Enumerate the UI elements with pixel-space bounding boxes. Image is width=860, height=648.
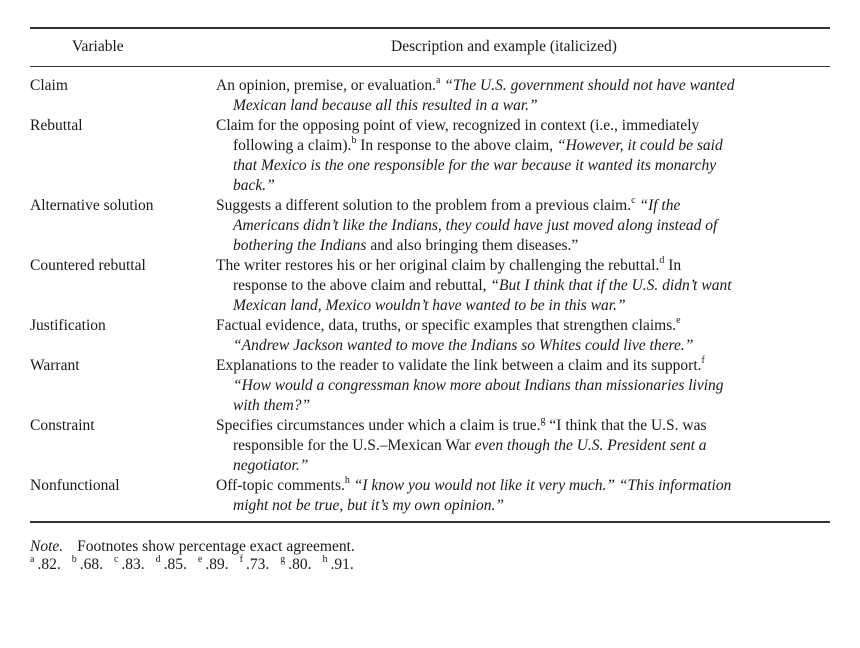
- footnote-marker: e: [676, 314, 681, 326]
- table-top-rule: [30, 27, 830, 29]
- example-text: bothering the Indians: [233, 237, 367, 254]
- variable-name: Nonfunctional: [30, 477, 120, 494]
- footnote-value: .82.: [37, 556, 61, 573]
- description-text: The writer restores his or her original claim by challenging the rebuttal.: [216, 257, 660, 274]
- description-line: [216, 196, 832, 216]
- example-text: “However, it could be said: [556, 137, 723, 154]
- description-line: [216, 116, 832, 136]
- footnote-mark: e: [197, 553, 203, 565]
- description-text: response to the above claim and rebuttal,: [233, 277, 491, 294]
- footnote-marker: b: [351, 134, 357, 146]
- description-text: following a claim).: [233, 137, 352, 154]
- variable-name: Countered rebuttal: [30, 257, 146, 274]
- variable-name: Rebuttal: [30, 117, 83, 134]
- footnote-item: [113, 553, 145, 573]
- footnote-list: [30, 555, 365, 575]
- table-note: [30, 537, 355, 557]
- description-text: Factual evidence, data, truths, or specific examples that strengthen claims.: [216, 317, 677, 334]
- description-line: [216, 416, 832, 436]
- footnote-value: .85.: [163, 556, 187, 573]
- example-text: “The U.S. government should not have wanted: [444, 77, 735, 94]
- table-header-rule: [30, 66, 830, 67]
- description-line: [216, 256, 832, 276]
- example-text: “How would a congressman know more about Indians than missionaries living: [233, 377, 724, 394]
- description-text: Specifies circumstances under which a claim is true.: [216, 417, 541, 434]
- footnote-item: [155, 553, 187, 573]
- footnote-mark: f: [239, 553, 243, 565]
- description-text: In: [664, 257, 682, 274]
- footnote-mark: a: [30, 553, 35, 565]
- description-line: [216, 156, 832, 176]
- description-line: [216, 276, 832, 296]
- footnote-value: .89.: [205, 556, 229, 573]
- variable-name: Claim: [30, 77, 68, 94]
- footnote-item: [30, 553, 61, 573]
- footnote-value: .83.: [121, 556, 145, 573]
- footnote-marker: a: [435, 74, 441, 86]
- footnote-value: .91.: [330, 556, 354, 573]
- description-line: [216, 96, 832, 116]
- footnote-item: [71, 553, 103, 573]
- footnote-marker: c: [631, 194, 636, 206]
- variable-name: Justification: [30, 317, 106, 334]
- description-text: Claim for the opposing point of view, recognized in context (i.e., immediately: [216, 117, 700, 134]
- footnote-mark: c: [113, 553, 119, 565]
- description-text: Suggests a different solution to the problem from a previous claim.: [216, 197, 632, 214]
- variable-name: Constraint: [30, 417, 95, 434]
- footnote-value: .80.: [288, 556, 312, 573]
- header-variable: Variable: [72, 38, 124, 55]
- footnote-item: [322, 553, 354, 573]
- example-text: negotiator.”: [233, 457, 309, 474]
- description-text: and also bringing them diseases.”: [366, 237, 579, 254]
- description-line: [216, 336, 832, 356]
- description-line: [216, 376, 832, 396]
- variable-description: [216, 356, 832, 416]
- variable-name: Warrant: [30, 357, 80, 374]
- description-line: [216, 396, 832, 416]
- table-bottom-rule: [30, 521, 830, 523]
- variable-description: [216, 256, 832, 316]
- description-line: [216, 236, 832, 256]
- example-text: “Andrew Jackson wanted to move the Indians so Whites could live there.”: [233, 337, 694, 354]
- variable-description: [216, 476, 832, 516]
- variable-description: [216, 116, 832, 196]
- description-line: [216, 136, 832, 156]
- description-text: Off-topic comments.: [216, 477, 345, 494]
- description-line: [216, 216, 832, 236]
- note-text: Footnotes show percentage exact agreement.: [77, 538, 355, 555]
- footnote-item: [197, 553, 229, 573]
- header-description: Description and example (italicized): [391, 38, 617, 55]
- footnote-marker: d: [659, 254, 665, 266]
- description-line: [216, 76, 832, 96]
- description-line: [216, 496, 832, 516]
- footnote-mark: b: [71, 553, 77, 565]
- description-line: [216, 296, 832, 316]
- footnote-item: [239, 553, 270, 573]
- description-line: [216, 176, 832, 196]
- description-text: An opinion, premise, or evaluation.: [216, 77, 436, 94]
- example-text: that Mexico is the one responsible for the war because it wanted its monarchy: [233, 157, 717, 174]
- variable-description: [216, 196, 832, 256]
- description-line: [216, 456, 832, 476]
- example-text: even though the U.S. President sent a: [474, 437, 707, 454]
- footnote-marker: h: [344, 474, 350, 486]
- description-text: “I think that the U.S. was: [545, 417, 707, 434]
- variable-name: Alternative solution: [30, 197, 154, 214]
- variable-description: [216, 316, 832, 356]
- example-text: Americans didn’t like the Indians, they could have just moved along instead of: [233, 217, 718, 234]
- description-text: Explanations to the reader to validate the link between a claim and its support.: [216, 357, 702, 374]
- example-text: Mexican land, Mexico wouldn’t have wanted to be in this war.”: [233, 297, 626, 314]
- footnote-mark: h: [322, 553, 328, 565]
- variable-description: [216, 76, 832, 116]
- description-line: [216, 436, 832, 456]
- description-line: [216, 316, 832, 336]
- example-text: Mexican land because all this resulted in a war.”: [233, 97, 538, 114]
- footnote-item: [280, 553, 312, 573]
- variable-description: [216, 416, 832, 476]
- footnote-marker: g: [540, 414, 546, 426]
- note-label: Note.: [30, 538, 64, 555]
- footnote-value: .73.: [245, 556, 270, 573]
- footnote-mark: d: [155, 553, 161, 565]
- footnote-mark: g: [280, 553, 286, 565]
- example-text: “I know you would not like it very much.” “This information: [353, 477, 732, 494]
- description-line: [216, 476, 832, 496]
- example-text: back.”: [233, 177, 275, 194]
- example-text: might not be true, but it’s my own opinion.”: [233, 497, 504, 514]
- description-text: In response to the above claim,: [356, 137, 557, 154]
- footnote-value: .68.: [79, 556, 103, 573]
- description-text: responsible for the U.S.–Mexican War: [233, 437, 475, 454]
- example-text: “If the: [639, 197, 681, 214]
- footnote-marker: f: [701, 354, 705, 366]
- description-line: [216, 356, 832, 376]
- example-text: with them?”: [233, 397, 311, 414]
- example-text: “But I think that if the U.S. didn’t want: [490, 277, 732, 294]
